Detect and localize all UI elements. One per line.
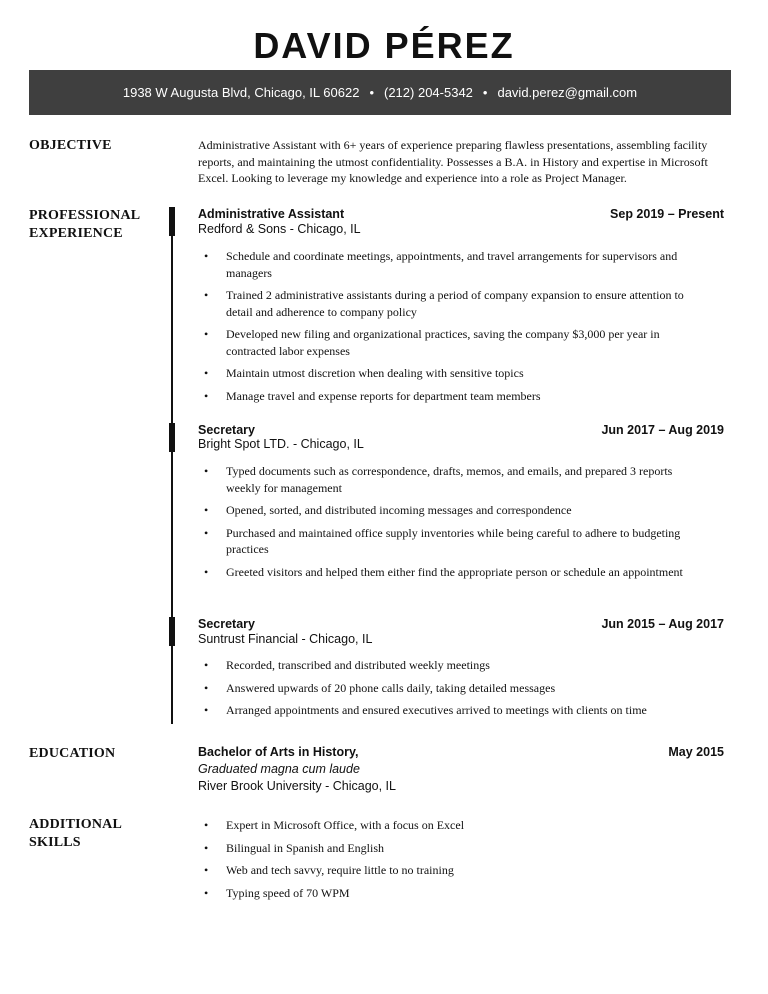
bullet-icon: • — [204, 680, 209, 695]
list-item: • Opened, sorted, and distributed incoming messages and correspondence — [204, 503, 572, 517]
bullet-icon: • — [204, 388, 209, 403]
list-item: • Bilingual in Spanish and English — [204, 840, 384, 855]
job-title: Administrative Assistant — [198, 207, 345, 221]
email: david.perez@gmail.com — [497, 85, 638, 100]
timeline-marker — [169, 207, 175, 236]
list-item: • Developed new filing and organizational practices, saving the company $3,000 per year in contracted labor expenses — [204, 327, 660, 358]
job-bullets — [198, 657, 698, 725]
job-bullets — [198, 463, 698, 586]
job-title: Secretary — [198, 617, 255, 631]
job-company: Redford & Sons - Chicago, IL — [198, 222, 361, 236]
list-item: • Manage travel and expense reports for department team members — [204, 388, 541, 403]
bullet-icon: • — [204, 366, 209, 380]
experience-heading-line1: PROFESSIONAL — [29, 208, 141, 223]
skills-heading-line1: ADDITIONAL — [29, 817, 123, 832]
skills-list — [198, 817, 698, 907]
education-heading: EDUCATION — [29, 746, 116, 761]
graduation-date: May 2015 — [668, 745, 724, 759]
bullet-icon: • — [204, 327, 209, 341]
list-item: • Arranged appointments and ensured executives arrived to meetings with clients on time — [204, 703, 647, 717]
job-title: Secretary — [198, 423, 255, 437]
objective-heading: OBJECTIVE — [29, 138, 112, 153]
job-company: Suntrust Financial - Chicago, IL — [198, 632, 373, 646]
list-item: • Recorded, transcribed and distributed weekly meetings — [204, 658, 490, 672]
job-company: Bright Spot LTD. - Chicago, IL — [198, 437, 364, 451]
phone: (212) 204-5342 — [384, 85, 473, 100]
job-bullets — [198, 248, 698, 410]
skills-heading-line2: SKILLS — [29, 835, 81, 850]
separator: • — [482, 85, 488, 100]
bullet-icon: • — [204, 464, 209, 478]
list-item: • Web and tech savvy, require little to no training — [204, 863, 454, 877]
degree: Bachelor of Arts in History, — [198, 745, 359, 759]
school: River Brook University - Chicago, IL — [198, 779, 396, 793]
job-date: Jun 2015 – Aug 2017 — [601, 617, 724, 631]
bullet-icon: • — [204, 525, 209, 540]
list-item: • Purchased and maintained office supply inventories while being careful to adhere to budgeting practices — [204, 525, 681, 556]
separator: • — [369, 85, 374, 100]
contact-bar — [29, 70, 731, 115]
list-item: • Greeted visitors and helped them either find the appropriate person or schedule an appointment — [204, 564, 683, 579]
list-item: • Expert in Microsoft Office, with a focus on Excel — [204, 818, 465, 832]
address: 1938 W Augusta Blvd, Chicago, IL 60622 — [122, 85, 360, 100]
experience-heading — [29, 207, 140, 243]
timeline-line — [171, 207, 173, 724]
candidate-name: DAVID PÉREZ — [253, 25, 515, 66]
list-item: • Maintain utmost discretion when dealing with sensitive topics — [204, 366, 524, 380]
list-item: • Schedule and coordinate meetings, appointments, and travel arrangements for supervisors and managers — [204, 249, 678, 280]
timeline-marker — [169, 423, 175, 452]
bullet-icon: • — [204, 564, 209, 579]
experience-heading-line2: EXPERIENCE — [29, 226, 123, 241]
bullet-icon: • — [204, 503, 209, 517]
timeline-marker — [169, 617, 175, 646]
list-item: • Answered upwards of 20 phone calls daily, taking detailed messages — [204, 680, 556, 695]
honor: Graduated magna cum laude — [198, 762, 360, 776]
bullet-icon: • — [204, 249, 209, 263]
bullet-icon: • — [204, 818, 209, 832]
skills-heading — [29, 816, 122, 852]
job-date: Sep 2019 – Present — [610, 207, 724, 221]
list-item: • Trained 2 administrative assistants during a period of company expansion to ensure attention to detail and adherence to company policy — [204, 288, 684, 319]
bullet-icon: • — [204, 885, 209, 900]
bullet-icon: • — [204, 658, 209, 672]
job-date: Jun 2017 – Aug 2019 — [601, 423, 724, 437]
bullet-icon: • — [204, 863, 209, 877]
list-item: • Typed documents such as correspondence, drafts, memos, and emails, and prepared 3 reports weekly for management — [204, 464, 673, 495]
list-item: • Typing speed of 70 WPM — [204, 885, 350, 900]
bullet-icon: • — [204, 288, 209, 302]
objective-text: Administrative Assistant with 6+ years of experience preparing flawless presentations, assembling facility reports, and maintaining the utmost confidentiality. Possesses a B.A. in History and expertise in Microsoft Excel. Looking to leverage my knowledge and experience into a role as Project Manager. — [198, 138, 708, 185]
bullet-icon: • — [204, 703, 209, 717]
bullet-icon: • — [204, 840, 209, 855]
